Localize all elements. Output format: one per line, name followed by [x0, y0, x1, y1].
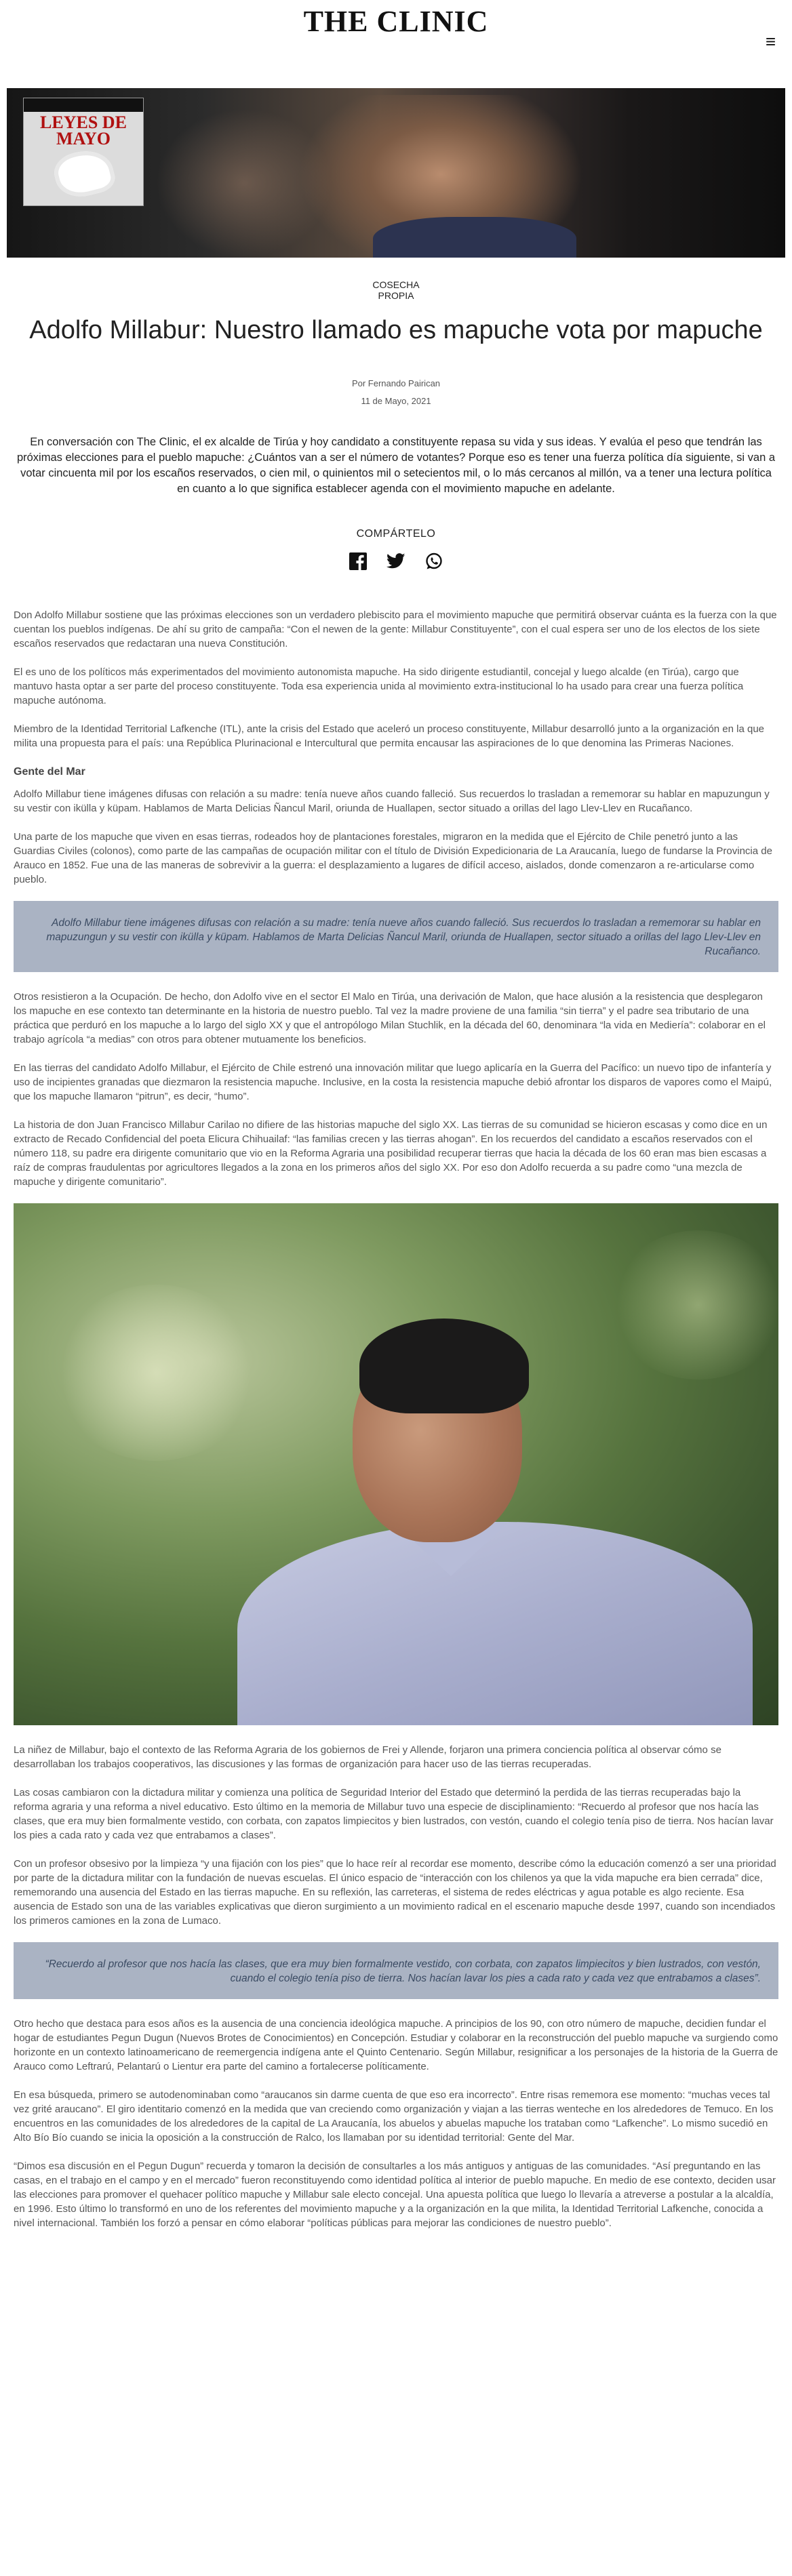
article-category[interactable]: [0, 279, 792, 301]
article-lead: En conversación con The Clinic, el ex alcalde de Tirúa y hoy candidato a constituyente repasa su vida y sus ideas. Y evalúa el peso que tendrán las próximas elecciones para el pueblo mapuche: ¿Cuántos van a ser el número de votantes? Porque eso es tener una fuerza política día siguiente, si van a votar cincuenta mil por los escaños reservados, o cien mil, o quinientos mil o setecientos mil, o lo más cercanos al millón, va a tener una lectura política en cuanto a lo que significa establecer agenda con el movimiento mapuche en adelante.: [16, 436, 776, 495]
paragraph-7: En las tierras del candidato Adolfo Millabur, el Ejército de Chile estrenó una innovación militar que luego aplicaría en la Guerra del Pacífico: un nuevo tipo de infantería y uso de incipientes granadas que diezmaron la resistencia mapuche. Inclusive, en la costa la resistencia mapuche debió afrontar los disparos de vapores como el Maipú, que los mapuche llamaron “pitrun”, es decir, “humo”.: [14, 1062, 772, 1102]
paragraph-9: La niñez de Millabur, bajo el contexto de las Reforma Agraria de los gobiernos de Frei y Allende, forjaron una primera conciencia política al observar cómo se desarrollaban los trabajos cooperativos, las discusiones y las formas de organización para hacer uso de las tierras recuperadas.: [14, 1744, 721, 1770]
paragraph-14: “Dimos esa discusión en el Pegun Dugun” recuerda y tomaron la decisión de consultarles a los más antiguos y antiguas de las comunidades. “Así preguntando en las casas, en el trabajo en el campo y en el mercado” fueron reconstituyendo como identidad política al interior de pueblo mapuche. En medio de ese contexto, deciden usar las elecciones para promover el quehacer político mapuche y Millabur sale electo concejal. Una apuesta política que luego lo llevaría a atreverse a postular a la alcaldía, en 1996. Esto último lo transformó en uno de los referentes del movimiento mapuche y a la organización en la que milita, la Identidad Territorial Lafkenche, conocida a nivel internacional. También los forzó a pensar en cómo elaborar “políticas públicas para mejorar las condiciones de nuestro pueblo”.: [14, 2160, 776, 2229]
magazine-cover-thumbnail: [23, 98, 144, 206]
facebook-icon[interactable]: [346, 550, 370, 573]
twitter-icon[interactable]: [384, 550, 408, 573]
paragraph-5: Una parte de los mapuche que viven en esas tierras, rodeados hoy de plantaciones forestales, migraron en la medida que el Ejército de Chile penetró junto a las Guardias Civiles (colonos), como parte de las campañas de ocupación militar con el título de División Expedicionaria de La Araucanía, luego de fundarse la Provincia de Arauco en 1852. Fue una de las maneras de sobrevivir a la guerra: el desplazamiento a lugares de difícil acceso, aislados, donde comenzaron a re-articularse como pueblo.: [14, 831, 772, 885]
pull-quote-2: [14, 1942, 778, 1999]
article-photo-portrait: [14, 1203, 778, 1725]
hamburger-menu-icon[interactable]: ≡: [765, 31, 776, 52]
paragraph-10: Las cosas cambiaron con la dictadura militar y comienza una política de Seguridad Interior del Estado que determinó la perdida de las tierras recuperadas bajo la reforma agraria y una reforma a nivel educativo. Esto último en la memoria de Millabur tuvo una especie de disciplinamiento: “Recuerdo al profesor que nos hacía las clases, que era muy bien formalmente vestido, con corbata, con zapatos limpiecitos y bien lustrados, con vestón, cuando el colegio tenía piso de tierra. Nos hacían lavar los pies a cada rato y cada vez que entrabamos a clases”.: [14, 1787, 774, 1841]
share-section: [0, 528, 792, 573]
share-label: COMPÁRTELO: [356, 528, 436, 540]
paragraph-3: Miembro de la Identidad Territorial Lafkenche (ITL), ante la crisis del Estado que aceleró un proceso constituyente, Millabur desarrolló junto a la organización en la que milita una propuesta para el país: una República Plurinacional e Intercultural que permita encausar las aspiraciones de lo que denomina las Primeras Naciones.: [14, 723, 765, 749]
article-author[interactable]: Por Fernando Pairican: [351, 378, 441, 388]
paragraph-13: En esa búsqueda, primero se autodenominaban como “araucanos sin darme cuenta de que eso era incorrecto”. Entre risas rememora ese momento: “muchas veces tal vez grité araucano”. El giro identitario comenzó en la medida que van creciendo como organización y viajan a las tierras wenteche en los alrededores de Temuco. En los encuentros en las comunidades de los alrededores de la capital de La Araucanía, los abuelos y abuelas mapuche los trataban como “Lafkenche”. Lo mismo sucedió en Alto Bío Bío cuando se inicia la oposición a la construcción de Ralco, los llamaban por su identidad territorial: Gente del Mar.: [14, 2089, 774, 2144]
paragraph-4: Adolfo Millabur tiene imágenes difusas con relación a su madre: tenía nueve años cuando falleció. Sus recuerdos lo trasladan a rememorar su hablar en mapuzungun y su vestir con ikülla y küpam. Hablamos de Marta Delicias Ñancul Maril, oriunda de Huallapen, sector situado a orillas del lago Llev-Llev en Rucañanco.: [14, 788, 770, 814]
magazine-cover-header: [24, 98, 143, 112]
hero-portrait-shirt: [373, 217, 576, 258]
site-header: [0, 0, 792, 75]
paragraph-2: El es uno de los políticos más experimentados del movimiento autonomista mapuche. Ha sido dirigente estudiantil, concejal y luego alcalde (en Tirúa), cargo que mantuvo hasta optar a ser parte del proceso constituyente. Toda esa experiencia unida al movimiento extra-institucional lo ha usado para crear una fuerza política mapuche autónoma.: [14, 666, 744, 706]
site-logo[interactable]: THE CLINIC: [303, 5, 489, 38]
paragraph-8: La historia de don Juan Francisco Millabur Carilao no difiere de las historias mapuche del siglo XX. Las tierras de su comunidad se hicieron escasas y como dice en un extracto de Recado Confidencial del poeta Elicura Chihuailaf: “las familias crecen y las tierras ahogan”. En los recuerdos del candidato a escaños reservados con el número 118, su padre era dirigente comunitario que vio en la Reforma Agraria una posibilidad recuperar tierras que hacia la década de los 60 eran mas bien escasas a raíz de compras fraudulentas por agricultores llegados a la zona en los primeros años del siglo XX. Por eso don Adolfo recuerda a su padre como “una mezcla de mapuche y dirigente comunitario”.: [14, 1119, 768, 1188]
category-line-2: PROPIA: [378, 290, 414, 301]
article-title: Adolfo Millabur: Nuestro llamado es mapuche vota por mapuche: [29, 316, 763, 344]
magazine-cover-title: LEYES DE MAYO: [40, 113, 127, 148]
pull-quote-1: [14, 901, 778, 972]
article-byline: [0, 375, 792, 410]
category-line-1: COSECHA: [372, 279, 420, 290]
pull-quote-1-text: Adolfo Millabur tiene imágenes difusas con relación a su madre: tenía nueve años cuando falleció. Sus recuerdos lo trasladan a rememorar su hablar en mapuzungun y su vestir con ikülla y küpam. Hablamos de Marta Delicias Ñancul Maril, oriunda de Huallapen, sector situado a orillas del lago Llev-Llev en Rucañanco.: [46, 917, 761, 957]
photo-foliage-highlight: [610, 1230, 778, 1380]
article-body: [14, 608, 778, 2230]
photo-subject-hair: [359, 1319, 529, 1413]
whatsapp-icon[interactable]: [422, 550, 446, 573]
section-heading-gente-del-mar: Gente del Mar: [14, 766, 85, 778]
article-date: 11 de Mayo, 2021: [361, 396, 431, 406]
photo-foliage-highlight: [54, 1285, 258, 1461]
hero-image: [7, 88, 785, 258]
magazine-cover-illustration: [50, 145, 117, 203]
paragraph-11: Con un profesor obsesivo por la limpieza “y una fijación con los pies” que lo hace reír al recordar ese momento, describe cómo la educación comenzó a ser una prioridad por parte de la dictadura militar con la fundación de nuevas escuelas. El único espacio de “interacción con los chilenos ya que la vida mapuche era bien cerrada” dice, rememorando una ausencia del Estado en las tierras mapuche. En su reflexión, las carreteras, el sistema de redes eléctricas y agua potable es algo reciente. Esa ausencia de Estado son una de las variables explicativas que dieron surgimiento a un movimiento radical en el escenario mapuche desde 1997, cuando son incendiados los primeros camiones en la zona de Lumaco.: [14, 1858, 776, 1927]
paragraph-12: Otro hecho que destaca para esos años es la ausencia de una conciencia ideológica mapuche. A principios de los 90, con otro número de mapuche, decidien fundar el hogar de estudiantes Pegun Dugun (Nuevos Brotes de Conocimientos) en Concepción. Estudiar y colaborar en la reconstrucción del pueblo mapuche va surgiendo como horizonte en un contexto latinoamericano de reemergencia indígena ante el Quinto Centenario. Según Millabur, resignificar a los personajes de la historia de la Guerra de Arauco como Leftrarú, Pelantarú o Lientur era parte del camino a fortalecerse políticamente.: [14, 2018, 778, 2072]
share-icons: [0, 550, 792, 573]
pull-quote-2-text: “Recuerdo al profesor que nos hacía las clases, que era muy bien formalmente vestido, con corbata, con zapatos limpiecitos y bien lustrados, con vestón, cuando el colegio tenía piso de tierra. Nos hacían lavar los pies a cada rato y cada vez que entrabamos a clases”.: [45, 1958, 761, 1984]
photo-subject-shirt: [237, 1522, 753, 1725]
paragraph-6: Otros resistieron a la Ocupación. De hecho, don Adolfo vive en el sector El Malo en Tirúa, una derivación de Malon, que hace alusión a la resistencia que desplegaron los mapuche en ese contexto tan determinante en la historia de nuestro pueblo. Tal vez la madre proviene de una familia “sin tierra” y el padre sea tributario de una práctica que perduró en los mapuche a lo largo del siglo XX y que el antropólogo Milan Stuchlik, en la década del 60, denominara “la vida en Mediería”: colaborar en el trabajo agrícola “a medias” con otros para obtener mutuamente los beneficios.: [14, 991, 766, 1045]
paragraph-1: Don Adolfo Millabur sostiene que las próximas elecciones son un verdadero plebiscito para el movimiento mapuche que permitirá observar cuánta es la fuerza con la que cuentan los pueblos indígenas. De ahí su grito de campaña: “Con el newen de la gente: Millabur Constituyente”, con el cual espera ser uno de los electos de los siete escaños reservados que redactaran una nueva Constitución.: [14, 609, 777, 649]
